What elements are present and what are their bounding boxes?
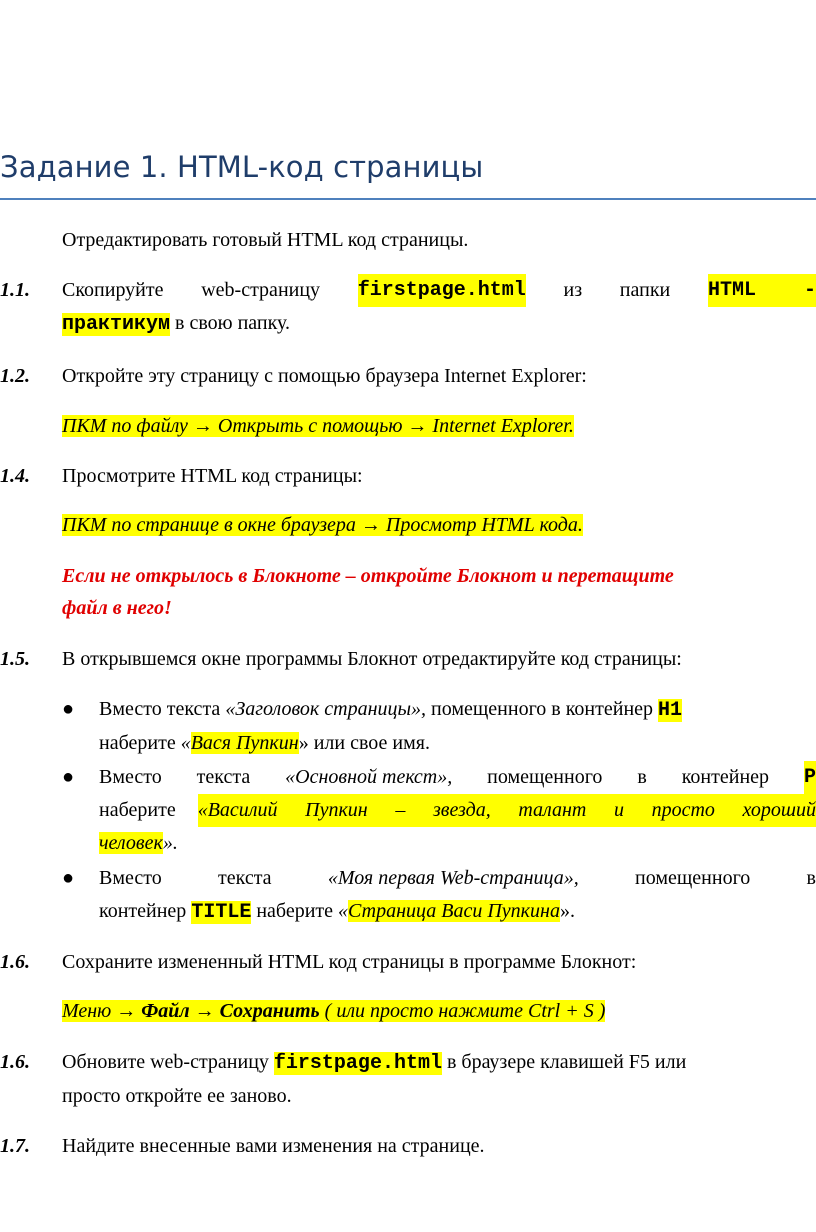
step-1-4-text: Просмотрите HTML код страницы: <box>62 465 363 487</box>
word: текста <box>196 766 251 788</box>
word: Вместо <box>99 867 162 889</box>
step-1-5-text: В открывшемся окне программы Блокнот отредактируйте код страницы: <box>62 648 682 670</box>
text: → <box>189 1000 220 1022</box>
step-1-1-line2 <box>62 307 816 341</box>
step-1-2-instruction <box>62 410 816 443</box>
step-number-1-1: 1.1. <box>0 279 30 301</box>
bullet-2-line2 <box>99 794 816 827</box>
text: наберите <box>251 900 339 922</box>
step-1-6b-line2: просто откройте ее заново. <box>62 1085 292 1107</box>
folder-highlight-b: практикум <box>62 313 171 336</box>
step-1-6b <box>62 1046 816 1113</box>
step-1-2-text: Откройте эту страницу с помощью браузера Internet Explorer: <box>62 365 587 387</box>
bullet-1-line2 <box>99 727 816 760</box>
bullet-2-line1 <box>99 761 816 794</box>
quote-highlight-end: человек <box>99 832 163 854</box>
text: наберите <box>99 732 181 754</box>
bullet-1 <box>99 693 816 760</box>
quote-highlight: «Василий Пупкин – звезда, талант и просто хороший <box>198 794 816 827</box>
step-number-1-7: 1.7. <box>0 1135 30 1157</box>
bullet-icon: ● <box>62 867 75 889</box>
bullet-2 <box>99 761 816 860</box>
word: в <box>637 766 647 788</box>
menu-save: Сохранить <box>219 1000 320 1022</box>
quote: «Заголовок страницы», <box>225 698 427 720</box>
step-number-1-2: 1.2. <box>0 365 30 387</box>
text: или свое имя. <box>308 732 430 754</box>
word: помещенного <box>487 766 603 788</box>
page-title: Задание 1. HTML-код страницы <box>0 150 484 184</box>
text: ( или просто нажмите Ctrl + S ) <box>319 1000 606 1022</box>
quote-open: « <box>180 732 191 754</box>
warning-line-1: Если не открылось в Блокноте – откройте Блокнот и перетащите <box>62 565 674 587</box>
menu-file: Файл <box>141 1000 190 1022</box>
step-1-1-line1 <box>62 274 816 307</box>
quote: «Основной текст», <box>285 766 453 788</box>
word: Вместо <box>99 766 162 788</box>
intro-text: Отредактировать готовый HTML код страницы. <box>62 229 469 251</box>
word: папки <box>619 279 671 301</box>
word: контейнер <box>681 766 770 788</box>
step-number-1-6b: 1.6. <box>0 1051 30 1073</box>
step-1-7-text: Найдите внесенные вами изменения на странице. <box>62 1135 485 1157</box>
text: Меню → <box>62 1000 142 1022</box>
name-highlight: Страница Васи Пупкина <box>348 900 560 922</box>
quote-close: ». <box>559 900 575 922</box>
text: помещенного в контейнер <box>426 698 659 720</box>
word: web-страницу <box>201 279 321 301</box>
name-highlight: Вася Пупкин <box>190 732 299 754</box>
quote: «Моя первая Web-страница», <box>327 867 579 889</box>
bullet-1-line1 <box>99 693 816 727</box>
filename-highlight: firstpage.html <box>358 274 526 307</box>
instruction-highlight: ПКМ по странице в окне браузера → Просмотр HTML кода. <box>62 514 583 536</box>
word: в <box>806 867 816 889</box>
text: Вместо текста <box>99 698 226 720</box>
title-underline <box>0 198 816 200</box>
step-1-6b-line1 <box>62 1046 816 1080</box>
step-number-1-4: 1.4. <box>0 465 30 487</box>
bullet-icon: ● <box>62 698 75 720</box>
bullet-3-line2 <box>99 895 816 929</box>
text: контейнер <box>99 900 192 922</box>
step-1-4-instruction <box>62 509 816 542</box>
step-1-1 <box>62 274 816 341</box>
step-1-6a-text: Сохраните измененный HTML код страницы в программе Блокнот: <box>62 951 637 973</box>
text: в браузере клавишей F5 или <box>441 1051 687 1073</box>
instruction-highlight: ПКМ по файлу → Открыть с помощью → Internet Explorer. <box>62 415 574 437</box>
text: Обновите web-страницу <box>62 1051 274 1073</box>
step-1-1-end: в свою папку. <box>170 312 291 334</box>
step-number-1-6a: 1.6. <box>0 951 30 973</box>
tag-highlight: P <box>804 761 816 794</box>
bullet-3-line1 <box>99 862 816 895</box>
bullet-icon: ● <box>62 766 75 788</box>
folder-highlight-a <box>708 274 816 307</box>
warning-line-2: файл в него! <box>62 597 172 619</box>
tag-highlight: TITLE <box>191 901 252 924</box>
bullet-2-line3 <box>99 827 816 860</box>
step-1-6a-instruction <box>62 995 816 1028</box>
word: Скопируйте <box>62 279 164 301</box>
folder-name-a: HTML <box>707 279 756 302</box>
filename-highlight: firstpage.html <box>273 1052 442 1075</box>
folder-dash: - <box>803 279 816 302</box>
word: текста <box>217 867 272 889</box>
quote-close: ». <box>162 832 178 854</box>
quote-open: « <box>338 900 349 922</box>
word: наберите <box>99 799 176 821</box>
step-number-1-5: 1.5. <box>0 648 30 670</box>
word: помещенного <box>635 867 751 889</box>
bullet-3 <box>99 862 816 929</box>
tag-highlight: H1 <box>658 699 683 722</box>
quote-close: » <box>298 732 309 754</box>
word: из <box>563 279 583 301</box>
instruction-highlight <box>62 1000 605 1022</box>
